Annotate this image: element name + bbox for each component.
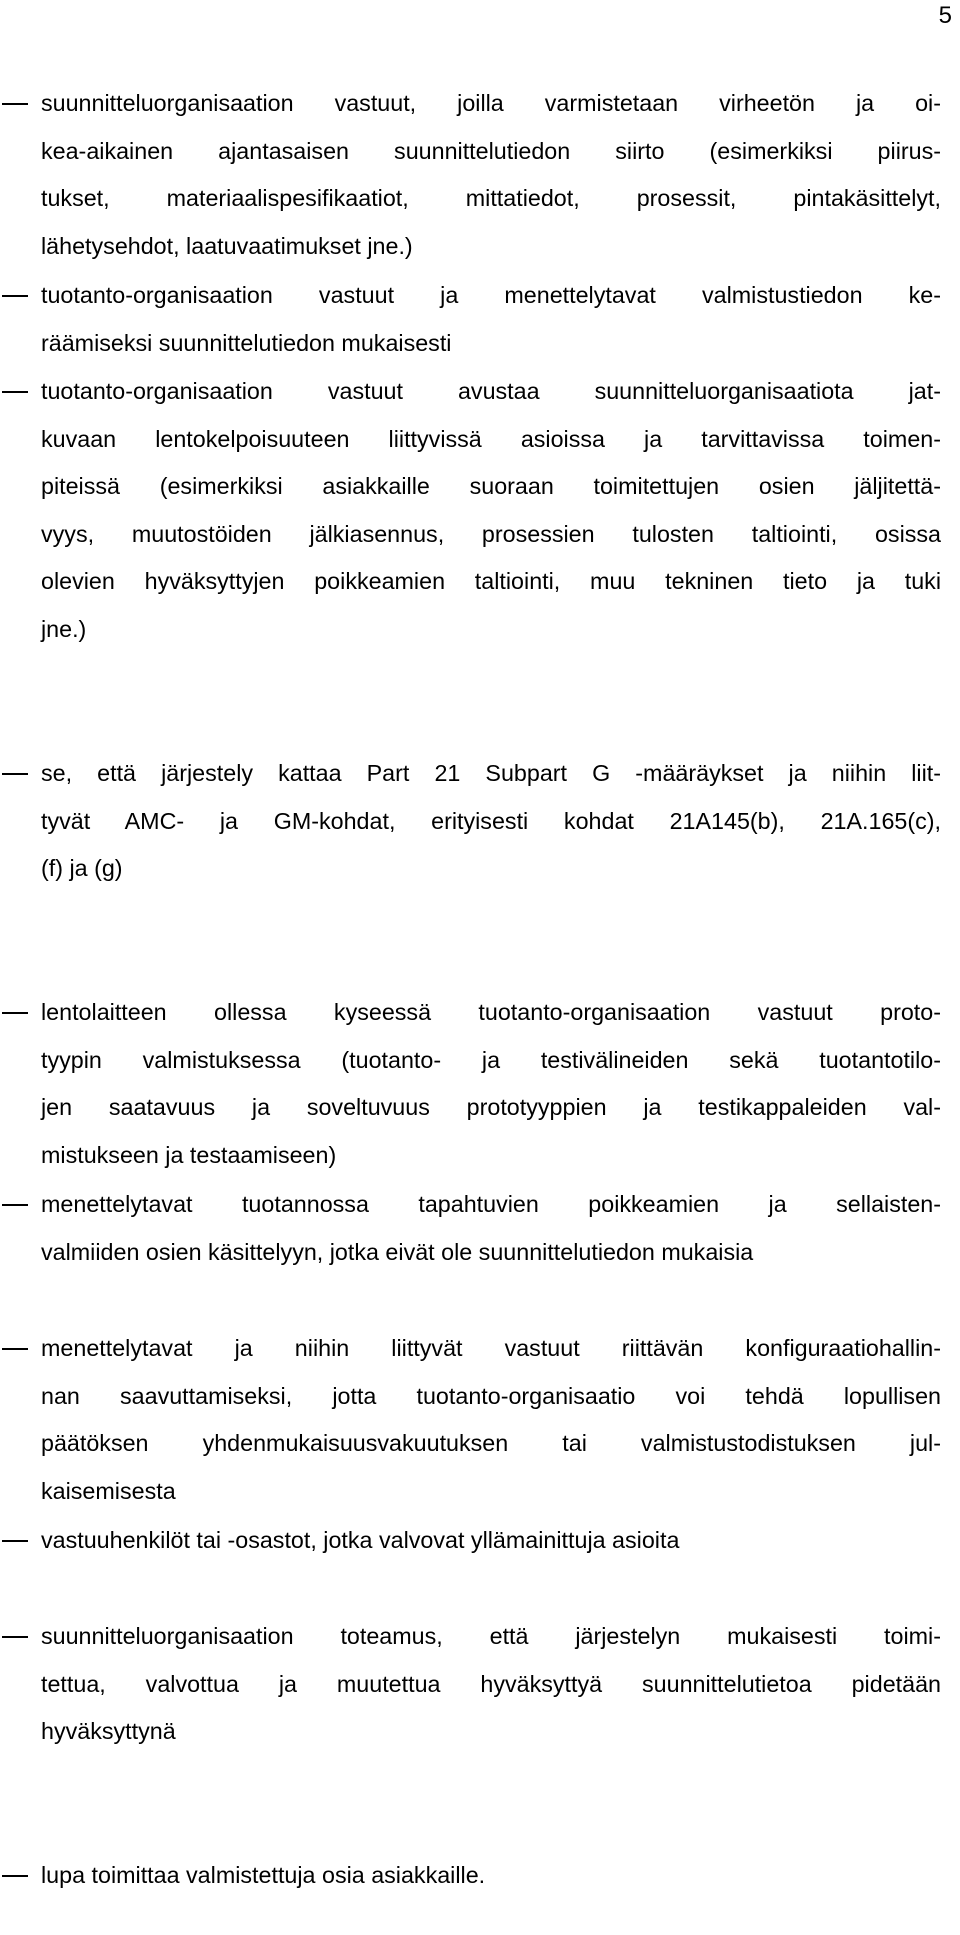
list-item-text bbox=[41, 1852, 941, 1900]
text-line: olevien hyväksyttyjen poikkeamien taltiointi, muu tekninen tieto ja tuki bbox=[41, 568, 941, 594]
text-line: tyypin valmistuksessa (tuotanto- ja testivälineiden sekä tuotantotilo- bbox=[41, 1046, 941, 1073]
text-line: vastuuhenkilöt tai -osastot, jotka valvovat yllämainittuja asioita bbox=[41, 1527, 680, 1553]
list-item-text bbox=[41, 272, 941, 367]
list-item-text bbox=[41, 1325, 941, 1515]
text-line: lentolaitteen ollessa kyseessä tuotanto-organisaation vastuut proto- bbox=[41, 999, 941, 1025]
text-line: nan saavuttamiseksi, jotta tuotanto-organisaatio voi tehdä lopullisen bbox=[41, 1382, 941, 1409]
text-line: menettelytavat ja niihin liittyvät vastuut riittävän konfiguraatiohallin- bbox=[41, 1335, 941, 1361]
text-line: hyväksyttynä bbox=[41, 1718, 176, 1744]
text-line: suunnitteluorganisaation toteamus, että järjestelyn mukaisesti toimi- bbox=[41, 1623, 941, 1649]
text-line: kuvaan lentokelpoisuuteen liittyvissä asioissa ja tarvittavissa toimen- bbox=[41, 425, 941, 452]
text-line: jen saatavuus ja soveltuvuus prototyyppien ja testikappaleiden val- bbox=[41, 1094, 941, 1120]
page-number: 5 bbox=[938, 2, 952, 29]
text-line: kaisemisesta bbox=[41, 1477, 176, 1504]
text-line: lähetysehdot, laatuvaatimukset jne.) bbox=[41, 232, 413, 259]
list-item-text bbox=[41, 368, 941, 653]
list-item-text bbox=[41, 989, 941, 1179]
text-line: kea-aikainen ajantasaisen suunnittelutiedon siirto (esimerkiksi piirus- bbox=[41, 137, 941, 164]
list-item-text bbox=[41, 80, 941, 270]
text-line: lupa toimittaa valmistettuja osia asiakkaille. bbox=[41, 1862, 486, 1888]
list-item-text bbox=[41, 750, 941, 893]
text-line: päätöksen yhdenmukaisuusvakuutuksen tai valmistustodistuksen jul- bbox=[41, 1430, 941, 1456]
text-line: mistukseen ja testaamiseen) bbox=[41, 1141, 337, 1168]
text-line: valmiiden osien käsittelyyn, jotka eivät ole suunnittelutiedon mukaisia bbox=[41, 1238, 754, 1265]
text-line: tukset, materiaalispesifikaatiot, mittatiedot, prosessit, pintakäsittelyt, bbox=[41, 185, 941, 211]
text-line: tuotanto-organisaation vastuut ja menettelytavat valmistustiedon ke- bbox=[41, 282, 941, 308]
text-line: räämiseksi suunnittelutiedon mukaisesti bbox=[41, 329, 452, 356]
text-line: suunnitteluorganisaation vastuut, joilla varmistetaan virheetön ja oi- bbox=[41, 90, 941, 116]
text-line: (f) ja (g) bbox=[41, 855, 123, 881]
list-item-text bbox=[41, 1517, 941, 1565]
text-line: tyvät AMC- ja GM-kohdat, erityisesti kohdat 21A145(b), 21A.165(c), bbox=[41, 807, 941, 834]
text-line: piteissä (esimerkiksi asiakkaille suoraan toimitettujen osien jäljitettä- bbox=[41, 473, 941, 499]
list-item-text bbox=[41, 1181, 941, 1276]
text-line: jne.) bbox=[41, 615, 87, 642]
list-item-text bbox=[41, 1613, 941, 1756]
text-line: menettelytavat tuotannossa tapahtuvien poikkeamien ja sellaisten- bbox=[41, 1191, 941, 1217]
text-line: tuotanto-organisaation vastuut avustaa suunnitteluorganisaatiota jat- bbox=[41, 378, 941, 404]
text-line: se, että järjestely kattaa Part 21 Subpart G -määräykset ja niihin liit- bbox=[41, 760, 941, 786]
text-line: tettua, valvottua ja muutettua hyväksyttyä suunnittelutietoa pidetään bbox=[41, 1670, 941, 1697]
text-line: vyys, muutostöiden jälkiasennus, prosessien tulosten taltiointi, osissa bbox=[41, 520, 941, 547]
